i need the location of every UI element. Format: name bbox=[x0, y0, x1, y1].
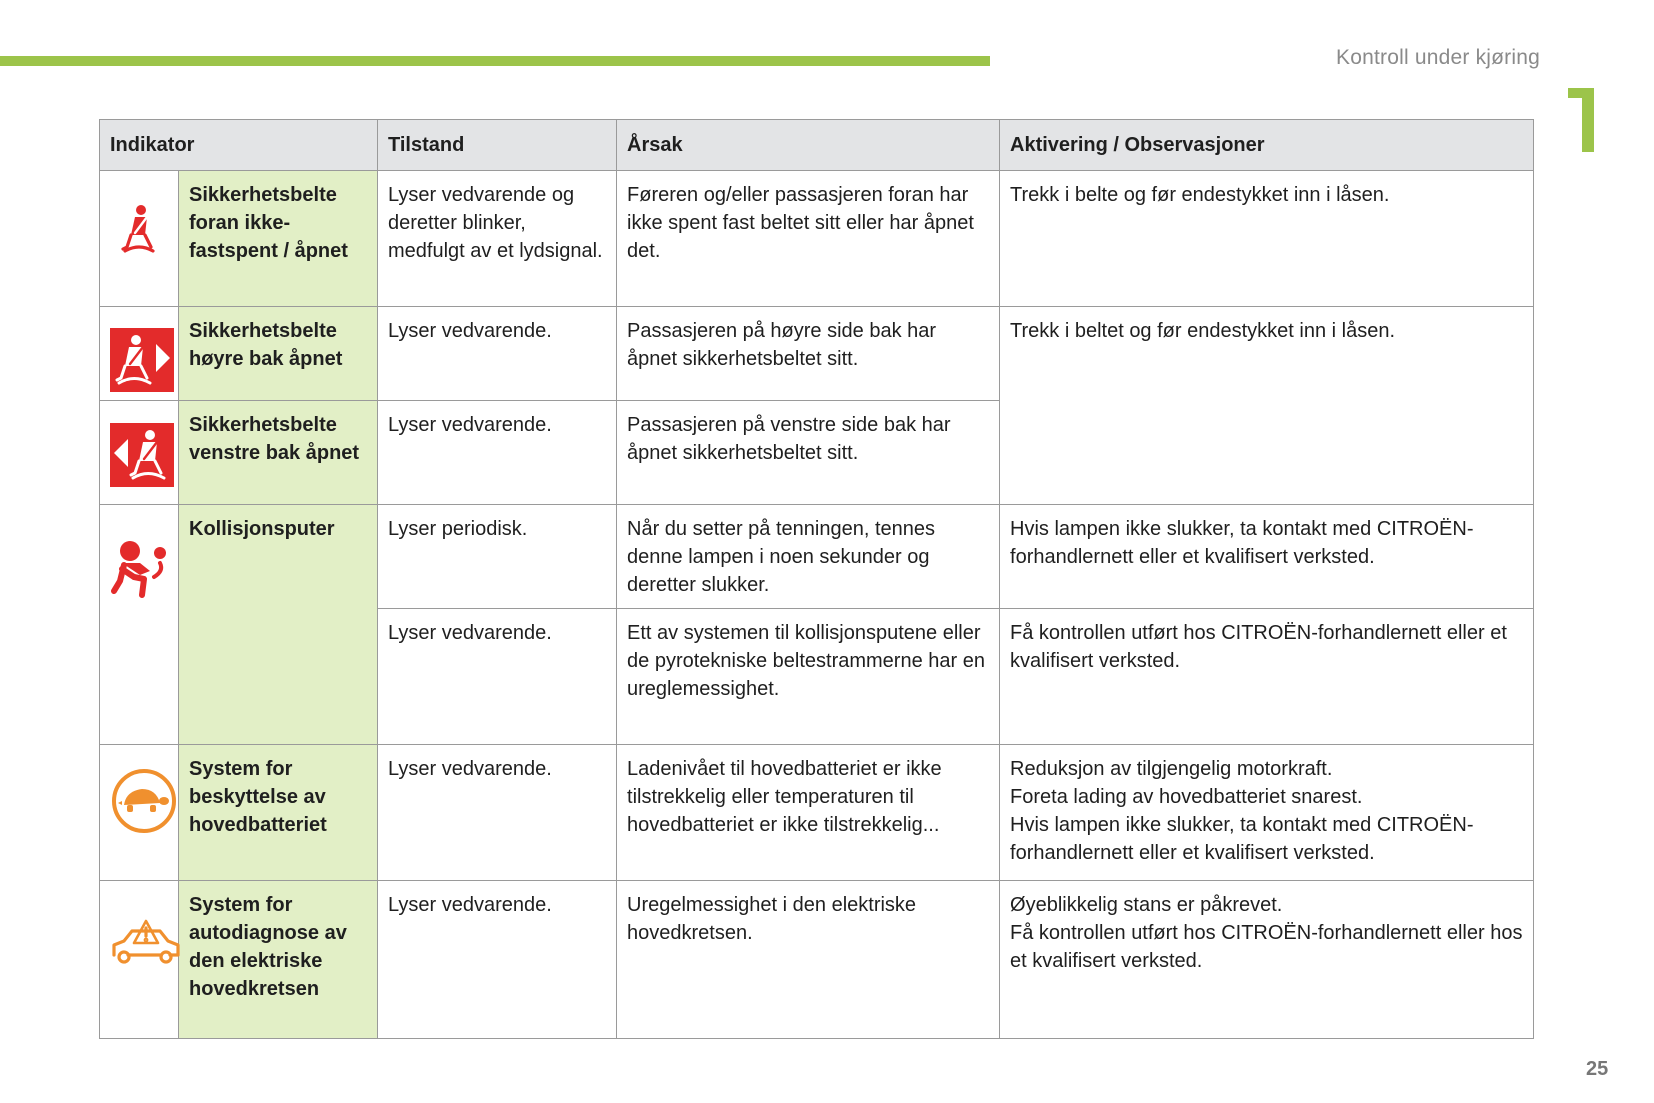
icon-cell bbox=[100, 401, 179, 505]
cause-cell: Når du setter på tenningen, tennes denne lampen i noen sekunder og deretter slukker. bbox=[617, 505, 1000, 609]
column-header-indicator: Indikator bbox=[100, 120, 378, 171]
state-cell: Lyser vedvarende. bbox=[378, 881, 617, 1039]
icon-cell bbox=[100, 171, 179, 307]
action-cell: Trekk i belte og før endestykket inn i låsen. bbox=[1000, 171, 1534, 307]
chapter-number bbox=[1568, 88, 1608, 152]
action-cell: Hvis lampen ikke slukker, ta kontakt med CITROËN-forhandlernett eller et kvalifisert verksted. bbox=[1000, 505, 1534, 609]
turtle-icon bbox=[110, 767, 178, 835]
state-cell: Lyser periodisk. bbox=[378, 505, 617, 609]
icon-cell bbox=[100, 881, 179, 1039]
indicator-name: Kollisjonsputer bbox=[179, 505, 378, 745]
page-number: 25 bbox=[1586, 1058, 1609, 1080]
indicator-name: Sikkerhetsbelte venstre bak åpnet bbox=[179, 401, 378, 505]
state-cell: Lyser vedvarende. bbox=[378, 745, 617, 881]
action-line: Hvis lampen ikke slukker, ta kontakt med CITROËN-forhandlernett eller et kvalifisert verksted. bbox=[1010, 814, 1474, 864]
indicator-name: System for beskyttelse av hovedbatteriet bbox=[179, 745, 378, 881]
section-title: Kontroll under kjøring bbox=[1336, 46, 1540, 69]
icon-cell bbox=[100, 745, 179, 881]
action-line: Foreta lading av hovedbatteriet snarest. bbox=[1010, 786, 1363, 808]
column-header-cause: Årsak bbox=[617, 120, 1000, 171]
action-cell: Få kontrollen utført hos CITROËN-forhandlernett eller et kvalifisert verksted. bbox=[1000, 609, 1534, 745]
action-line: Reduksjon av tilgjengelig motorkraft. bbox=[1010, 758, 1333, 780]
table-row bbox=[100, 745, 1534, 881]
cause-cell: Føreren og/eller passasjeren foran har ikke spent fast beltet sitt eller har åpnet det. bbox=[617, 171, 1000, 307]
state-cell: Lyser vedvarende og deretter blinker, medfulgt av et lydsignal. bbox=[378, 171, 617, 307]
column-header-action: Aktivering / Observasjoner bbox=[1000, 120, 1534, 171]
action-cell bbox=[1000, 881, 1534, 1039]
state-cell: Lyser vedvarende. bbox=[378, 307, 617, 401]
action-cell: Trekk i beltet og før endestykket inn i låsen. bbox=[1000, 307, 1534, 505]
action-cell bbox=[1000, 745, 1534, 881]
indicator-name: Sikkerhetsbelte foran ikke-fastspent / åpnet bbox=[179, 171, 378, 307]
table-header-row bbox=[100, 120, 1534, 171]
table-row bbox=[100, 881, 1534, 1039]
table-row bbox=[100, 171, 1534, 307]
accent-bar bbox=[0, 56, 990, 66]
cause-cell: Ladenivået til hovedbatteriet er ikke tilstrekkelig eller temperaturen til hovedbatteriet er ikke tilstrekkelig... bbox=[617, 745, 1000, 881]
icon-cell bbox=[100, 505, 179, 745]
cause-cell: Uregelmessighet i den elektriske hovedkretsen. bbox=[617, 881, 1000, 1039]
state-cell: Lyser vedvarende. bbox=[378, 401, 617, 505]
seatbelt-rear-left-icon bbox=[110, 423, 174, 487]
column-header-state: Tilstand bbox=[378, 120, 617, 171]
indicator-name: System for autodiagnose av den elektriske hovedkretsen bbox=[179, 881, 378, 1039]
state-cell: Lyser vedvarende. bbox=[378, 609, 617, 745]
seatbelt-rear-right-icon bbox=[110, 328, 174, 392]
table-row bbox=[100, 307, 1534, 401]
warning-indicator-table bbox=[99, 119, 1534, 1039]
cause-cell: Passasjeren på høyre side bak har åpnet sikkerhetsbeltet sitt. bbox=[617, 307, 1000, 401]
cause-cell: Ett av systemen til kollisjonsputene eller de pyrotekniske beltestrammerne har en ureglemessighet. bbox=[617, 609, 1000, 745]
indicator-name: Sikkerhetsbelte høyre bak åpnet bbox=[179, 307, 378, 401]
car-warning-icon bbox=[110, 919, 182, 967]
table-row bbox=[100, 505, 1534, 609]
action-line: Få kontrollen utført hos CITROËN-forhandlernett eller hos et kvalifisert verksted. bbox=[1010, 922, 1523, 972]
icon-cell bbox=[100, 307, 179, 401]
airbag-icon bbox=[110, 539, 174, 599]
action-line: Øyeblikkelig stans er påkrevet. bbox=[1010, 894, 1283, 916]
seatbelt-warning-icon bbox=[117, 203, 161, 255]
cause-cell: Passasjeren på venstre side bak har åpnet sikkerhetsbeltet sitt. bbox=[617, 401, 1000, 505]
